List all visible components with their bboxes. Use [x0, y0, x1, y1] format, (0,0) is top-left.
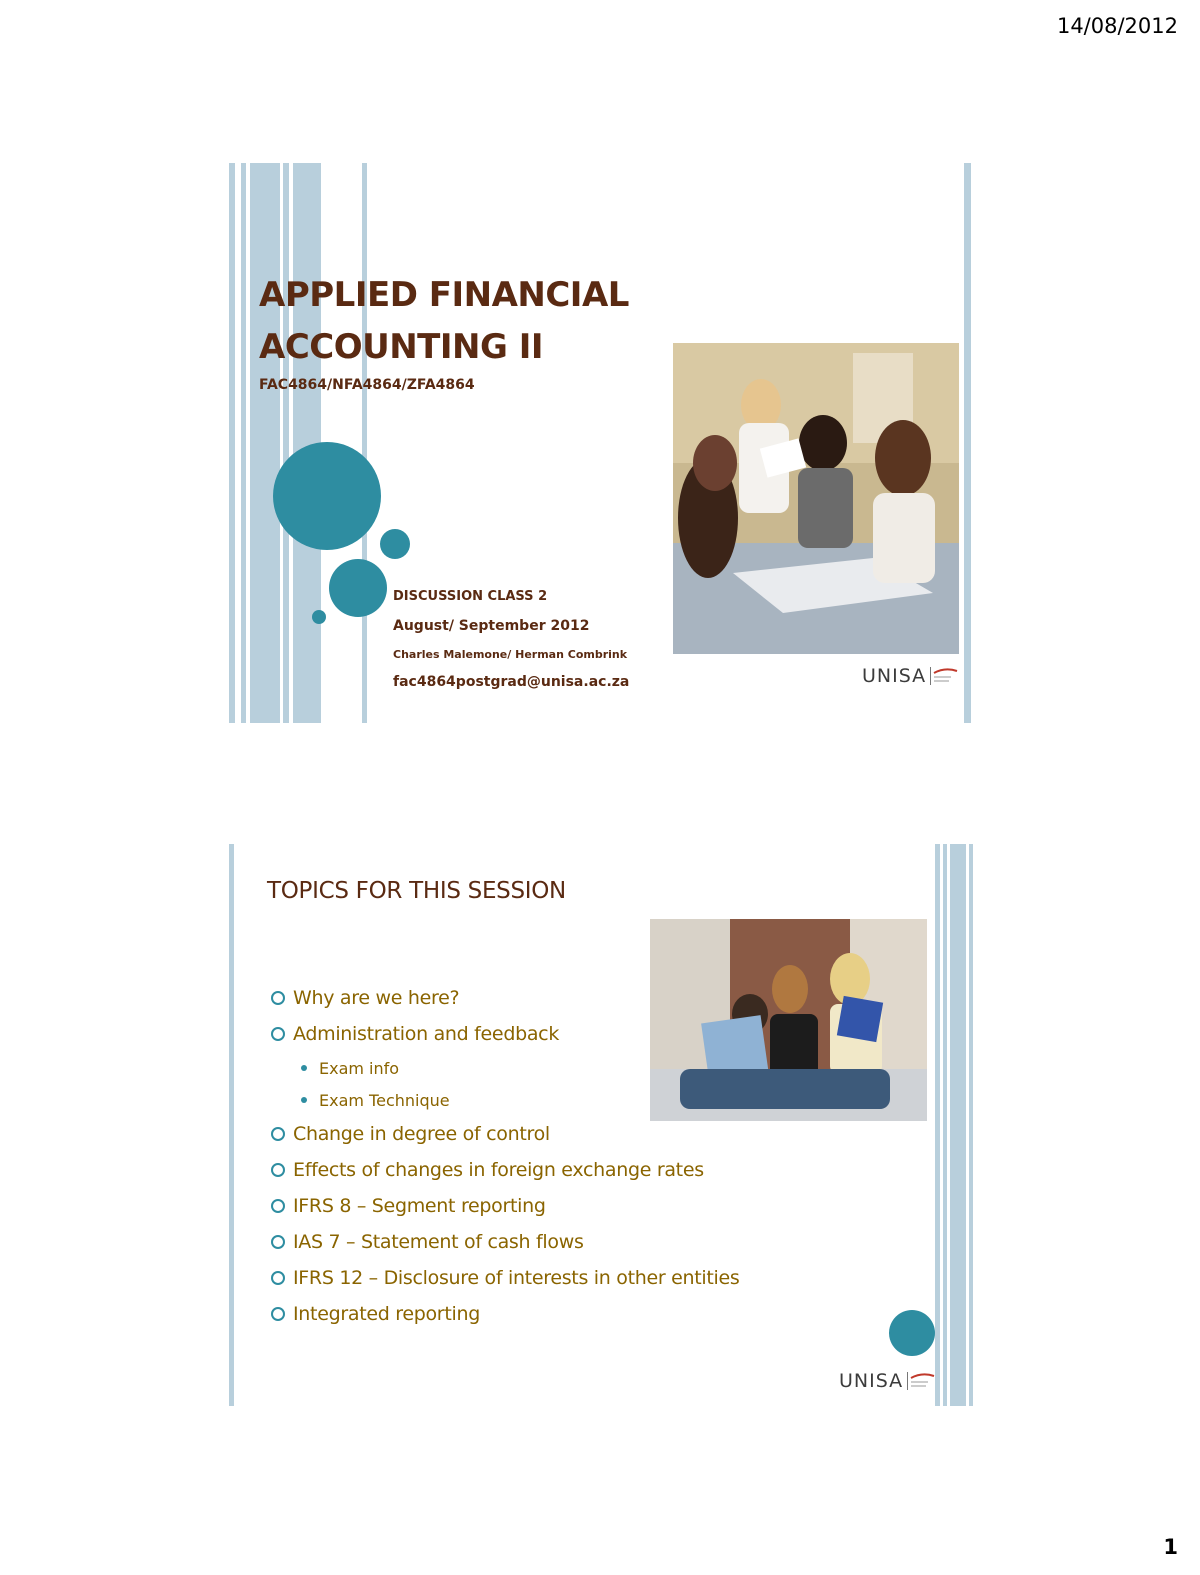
circle-bullet-icon	[271, 1235, 285, 1249]
circle-bullet-icon	[271, 1163, 285, 1177]
unisa-flag-icon	[907, 1372, 936, 1390]
topic-list	[271, 980, 740, 1332]
decor-circle	[329, 559, 387, 617]
decor-bar	[950, 844, 966, 1406]
session-period: August/ September 2012	[393, 618, 590, 634]
decor-circle	[312, 610, 326, 624]
decor-bar	[250, 163, 280, 723]
decor-bar	[229, 844, 234, 1406]
decor-bar	[969, 844, 973, 1406]
circle-bullet-icon	[271, 1027, 285, 1041]
list-item: IFRS 8 – Segment reporting	[271, 1188, 740, 1224]
sub-list	[271, 1052, 740, 1116]
circle-bullet-icon	[271, 991, 285, 1005]
page-date: 14/08/2012	[1056, 14, 1178, 38]
page-number: 1	[1163, 1535, 1178, 1559]
presenters: Charles Malemone/ Herman Combrink	[393, 648, 628, 661]
decor-bar	[241, 163, 246, 723]
circle-bullet-icon	[271, 1127, 285, 1141]
slide-title: TOPICS FOR THIS SESSION	[267, 878, 566, 904]
sub-list-wrapper	[271, 1052, 740, 1116]
session-label: DISCUSSION CLASS 2	[393, 589, 548, 604]
decor-bar	[362, 163, 367, 723]
circle-bullet-icon	[271, 1199, 285, 1213]
decor-circle	[889, 1310, 935, 1356]
course-codes: FAC4864/NFA4864/ZFA4864	[259, 377, 475, 393]
circle-bullet-icon	[271, 1271, 285, 1285]
unisa-flag-icon	[930, 667, 959, 685]
unisa-logo: UNISA	[862, 665, 959, 687]
sub-list-item: Exam info	[301, 1052, 740, 1084]
sub-list-item: Exam Technique	[301, 1084, 740, 1116]
decor-bar	[283, 163, 289, 723]
list-item: Change in degree of control	[271, 1116, 740, 1152]
decor-bar	[964, 163, 971, 723]
list-item: Effects of changes in foreign exchange rates	[271, 1152, 740, 1188]
decor-bar	[943, 844, 947, 1406]
list-item: Integrated reporting	[271, 1296, 740, 1332]
contact-email[interactable]: fac4864postgrad@unisa.ac.za	[393, 674, 630, 690]
circle-bullet-icon	[271, 1307, 285, 1321]
list-item: Why are we here?	[271, 980, 740, 1016]
slide-title: APPLIED FINANCIAL ACCOUNTING II	[259, 275, 629, 367]
dot-bullet-icon	[301, 1097, 307, 1103]
decor-bar	[935, 844, 940, 1406]
unisa-logo: UNISA	[839, 1370, 936, 1392]
decor-circle	[273, 442, 381, 550]
decor-circle	[380, 529, 410, 559]
list-item: IFRS 12 – Disclosure of interests in other entities	[271, 1260, 740, 1296]
list-item: Administration and feedback	[271, 1016, 740, 1052]
topics-slide	[229, 844, 973, 1406]
title-slide	[229, 163, 973, 723]
dot-bullet-icon	[301, 1065, 307, 1071]
list-item: IAS 7 – Statement of cash flows	[271, 1224, 740, 1260]
students-group-photo-icon	[673, 343, 959, 654]
decor-bar	[229, 163, 235, 723]
